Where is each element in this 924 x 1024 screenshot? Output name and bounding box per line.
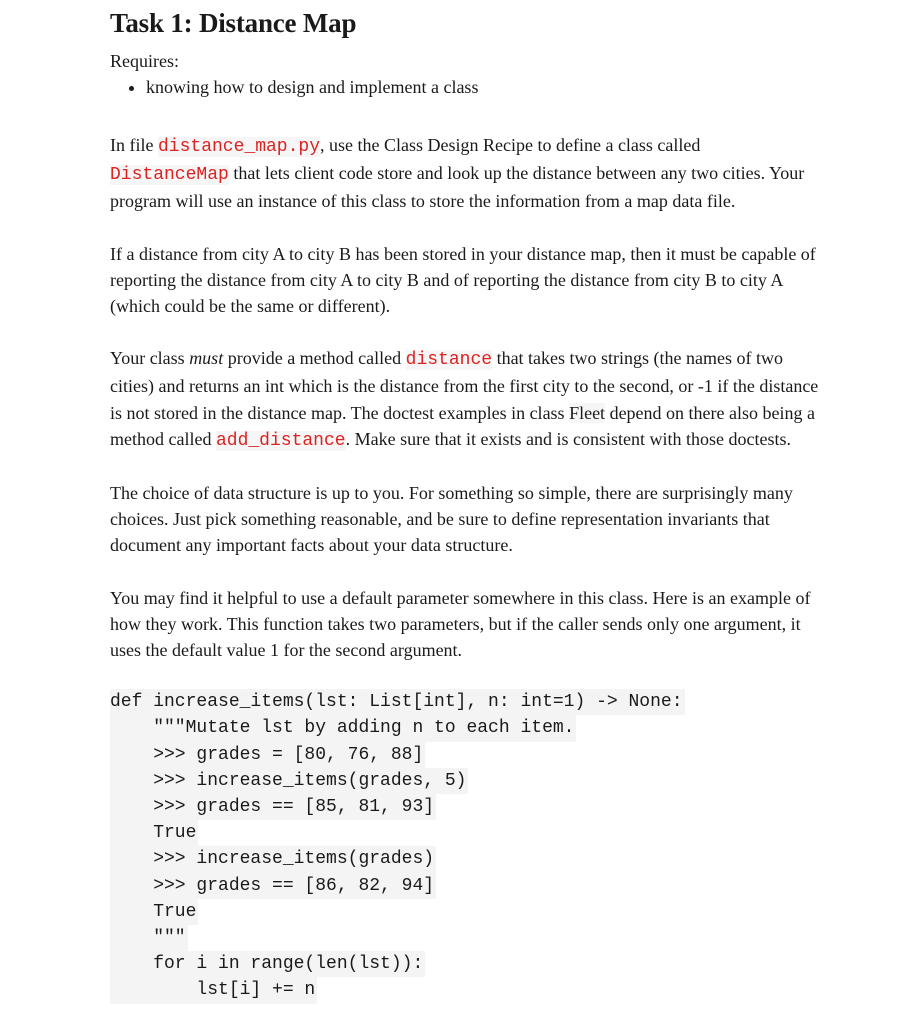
paragraph-method-spec: Your class must provide a method called distance that takes two strings (the names of two cities) and returns an int which is the distance from the first city to the second, or -1 if the distance is not stored in the distance map. The doctest examples in class Fleet depend on there also being a method called add_distance. Make sure that it exists and is consistent with those doctests.: [110, 348, 819, 451]
page-title: Task 1: Distance Map: [110, 8, 357, 38]
code-line: """Mutate lst by adding n to each item.: [110, 715, 820, 741]
code-line: >>> grades == [86, 82, 94]: [110, 873, 820, 899]
emphasis-must: must: [189, 348, 224, 369]
code-line: True: [110, 820, 820, 846]
code-line: True: [110, 899, 820, 925]
list-item: • knowing how to design and implement a class: [146, 74, 820, 100]
paragraph-distance-rule: If a distance from city A to city B has been stored in your distance map, then it must be capable of reporting the distance from city A to city B and of reporting the distance from city B to city A (which could be the same or different).: [110, 243, 816, 317]
code-block: [110, 689, 820, 1003]
fleet-class-name: Fleet: [569, 402, 606, 423]
code-line: >>> grades = [80, 76, 88]: [110, 742, 820, 768]
requires-list: [110, 74, 820, 100]
classname-code: DistanceMap: [110, 165, 229, 186]
method-add-distance-code: add_distance: [215, 430, 346, 451]
code-line: def increase_items(lst: List[int], n: int=1) -> None:: [110, 689, 820, 715]
code-line: >>> increase_items(grades, 5): [110, 768, 820, 794]
code-line: """: [110, 925, 820, 951]
paragraph-intro: In file distance_map.py, use the Class Design Recipe to define a class called DistanceMap that lets client code store and look up the distance between any two cities. Your program will use an instance of this class to store the information from a map data file.: [110, 135, 805, 212]
paragraph-default-parameter: You may find it helpful to use a default parameter somewhere in this class. Here is an example of how they work. This function takes two parameters, but if the caller sends only one argument, it uses the default value 1 for the second argument.: [110, 587, 811, 661]
code-line: >>> increase_items(grades): [110, 846, 820, 872]
requires-label: Requires:: [110, 51, 179, 71]
code-line: >>> grades == [85, 81, 93]: [110, 794, 820, 820]
code-line: for i in range(len(lst)):: [110, 951, 820, 977]
filename-code: distance_map.py: [157, 137, 321, 157]
code-line: lst[i] += n: [110, 977, 820, 1003]
paragraph-data-structure: The choice of data structure is up to you. For something so simple, there are surprisingly many choices. Just pick something reasonable, and be sure to define representation invariants that document any important facts about your data structure.: [110, 483, 793, 556]
method-distance-code: distance: [405, 350, 493, 371]
